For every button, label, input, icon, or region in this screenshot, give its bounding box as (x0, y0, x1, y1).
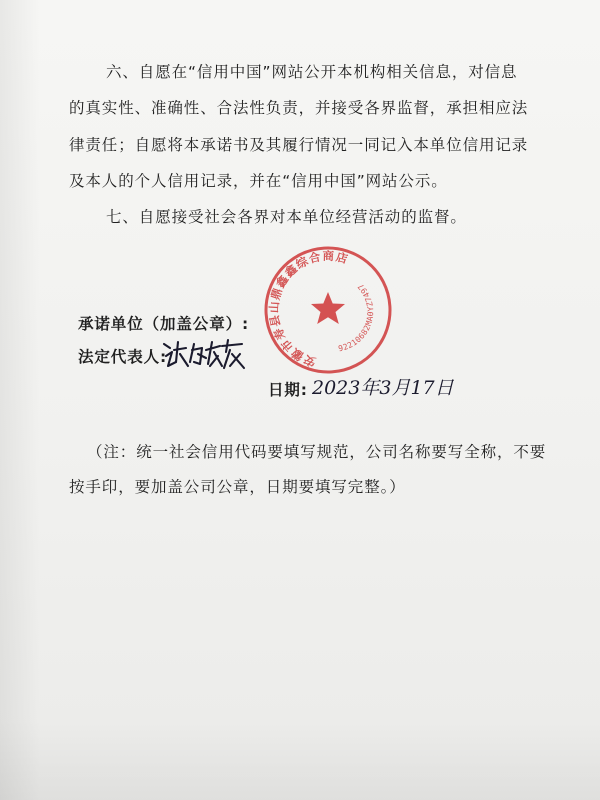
date-label: 日期: (268, 381, 308, 399)
paragraph-six-line-4: 及本人的个人信用记录，并在“信用中国”网站公示。 (69, 172, 448, 190)
note-line-2: 按手印，要加盖公司公章，日期要填写完整。） (69, 478, 406, 496)
paragraph-seven: 七、自愿接受社会各界对本单位经营活动的监督。 (106, 208, 467, 226)
page-shadow-left (0, 0, 40, 800)
date-value: 2023年3月17日 (312, 377, 454, 399)
seal-text: 安徽市寿县山鼎鑫鑫综合商店 (266, 248, 351, 370)
official-seal (262, 244, 394, 376)
signature-name (170, 342, 230, 363)
unit-label: 承诺单位（加盖公章）: (78, 315, 250, 333)
paragraph-six-line-3: 律责任；自愿将本承诺书及其履行情况一同记入本单位信用记录 (69, 136, 529, 154)
legal-rep-label: 法定代表人: (78, 348, 168, 366)
page-shadow-bottom (0, 720, 600, 800)
note-line-1: （注：统一社会信用代码要填写规范，公司名称要写全称，不要 (87, 443, 547, 461)
seal-code: 92210682MA0YZ7497 (337, 281, 376, 354)
seal-star-icon (311, 292, 345, 324)
paragraph-six-line-2: 的真实性、准确性、合法性负责，并接受各界监督，承担相应法 (69, 99, 529, 117)
paragraph-six-line-1: 六、自愿在“信用中国”网站公开本机构相关信息，对信息 (106, 63, 518, 81)
